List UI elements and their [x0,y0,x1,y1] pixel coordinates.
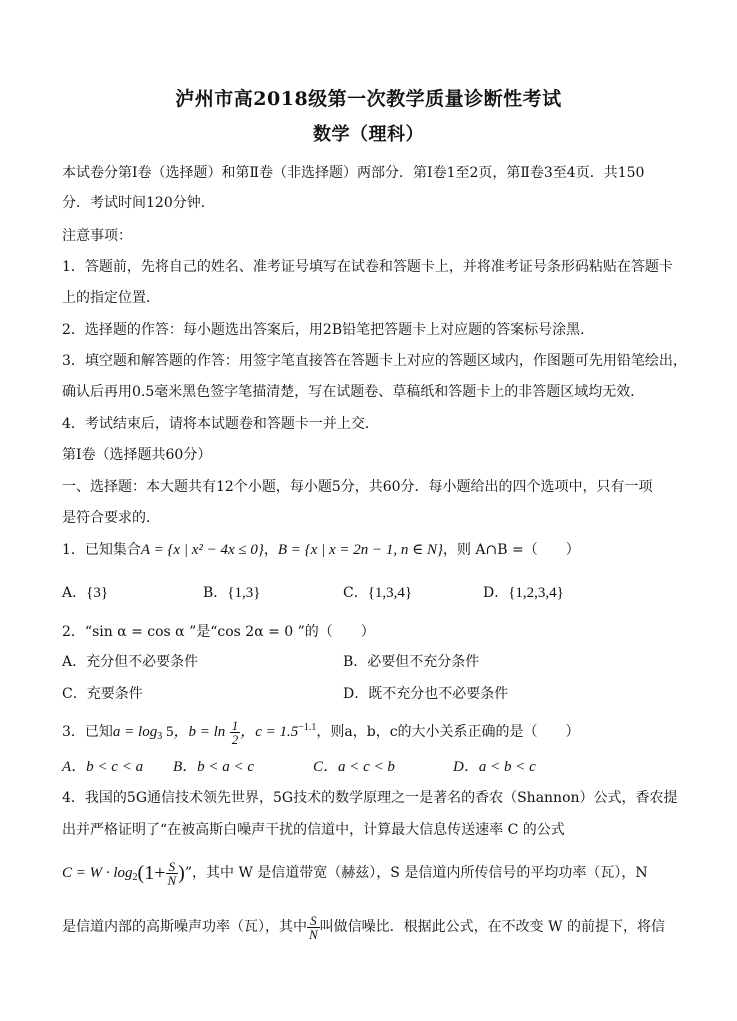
question-1-option-b: B．{1,3} [203,585,261,601]
shannon-open-paren: (1+ [137,862,166,884]
c-definition: ，c = 1.5 [240,724,299,740]
question-2-option-a: A．充分但不必要条件 [62,654,199,670]
shannon-log-base: 2 [132,872,138,883]
snr-fraction: $\frac{S}{N}$ [309,912,318,942]
question-1-comma: ， [263,542,278,558]
question-2-option-c: C．充要条件 [62,686,143,702]
question-4-line-3-rest: ”，其中 W 是信道带宽（赫兹），S 是信道内所传信号的平均功率（瓦），N [184,865,648,881]
shannon-formula-left: C = W · log [62,865,133,881]
exam-subtitle: 数学（理科） [313,124,424,145]
question-1-ask: ，则 A∩B =（ ） [442,542,580,558]
notice-item-1b: 上的指定位置． [62,290,160,306]
a-log-base: 3 [157,731,163,742]
part1-heading: 第Ⅰ卷（选择题共60分） [62,447,212,463]
question-3-option-c: C．a < c < b [313,759,395,775]
b-definition: ，b = ln [173,724,226,740]
a-log-argument: 5 [162,724,174,740]
set-b-expression: B = {x | x = 2n − 1, n ∈ N} [277,542,443,558]
exam-title: 泸州市高2018级第一次教学质量诊断性考试 [175,88,562,110]
notice-item-2: 2．选择题的作答：每小题选出答案后，用2B铅笔把答题卡上对应题的答案标号涂黑． [62,322,595,338]
section-one-line-b: 是符合要求的． [62,510,160,526]
question-3-option-b: B．b < a < c [173,759,255,775]
question-4-line-1: 4．我国的5G通信技术领先世界，5G技术的数学原理之一是著名的香农（Shannon）公式，香农提 [62,790,678,806]
question-3-ask: ，则a，b，c的大小关系正确的是（ ） [316,724,580,740]
question-1-prefix: 1．已知集合 [62,542,141,558]
question-1-stem [62,540,680,560]
question-2-stem: 2．“sin α = cos α ”是“cos 2α = 0 ”的（ ） [62,624,375,640]
question-2-option-b: B．必要但不充分条件 [343,654,480,670]
shannon-close-paren: ) [178,862,185,884]
question-1-option-c: C．{1,3,4} [343,585,413,601]
notice-item-3b: 确认后再用0.5毫米黑色签字笔描清楚，写在试题卷、草稿纸和答题卡上的非答题区域均无效． [62,384,645,400]
question-4-line-4-b: 叫做信噪比．根据此公式，在不改变 W 的前提下，将信 [319,919,665,935]
notice-item-4: 4．考试结束后，请将本试题卷和答题卡一并上交． [62,416,379,432]
notice-item-1a: 1．答题前，先将自己的姓名、准考证号填写在试卷和答题卡上，并将准考证号条形码粘贴在答题卡 [62,259,673,275]
question-3-option-a: A．b < c < a [62,759,144,775]
question-1-option-d: D．{1,2,3,4} [483,585,564,601]
question-4-line-3 [62,858,680,893]
question-3-option-d: D．a < b < c [453,759,536,775]
question-3-stem [62,718,680,747]
intro-line-1: 本试卷分第Ⅰ卷（选择题）和第Ⅱ卷（非选择题）两部分．第Ⅰ卷1至2页，第Ⅱ卷3至4页．共150 [62,165,645,181]
shannon-fraction: $\frac{S}{N}$ [167,858,177,888]
intro-line-2: 分．考试时间120分钟． [62,195,215,211]
question-3-prefix: 3．已知 [62,724,113,740]
question-4-line-4 [62,912,680,942]
notice-item-3a: 3．填空题和解答题的作答：用签字笔直接答在答题卡上对应的答题区域内，作图题可先用铅笔绘出， [62,353,687,369]
c-exponent: −1.1 [298,722,317,733]
question-2-option-d: D．既不充分也不必要条件 [343,686,509,702]
a-definition: a = log [112,724,158,740]
set-a-expression: A = {x | x² − 4x ≤ 0} [140,542,264,558]
question-1-option-a: A．{3} [62,585,109,601]
b-fraction: $\frac{1}{2}$ [231,717,239,747]
question-4-line-4-a: 是信道内部的高斯噪声功率（瓦），其中 [62,919,307,935]
notice-heading: 注意事项： [62,228,132,244]
question-4-line-2: 出并严格证明了“在被高斯白噪声干扰的信道中，计算最大信息传送速率 C 的公式 [62,822,565,838]
section-one-line-a: 一、选择题：本大题共有12个小题，每小题5分，共60分．每小题给出的四个选项中，只有一项 [62,479,653,495]
